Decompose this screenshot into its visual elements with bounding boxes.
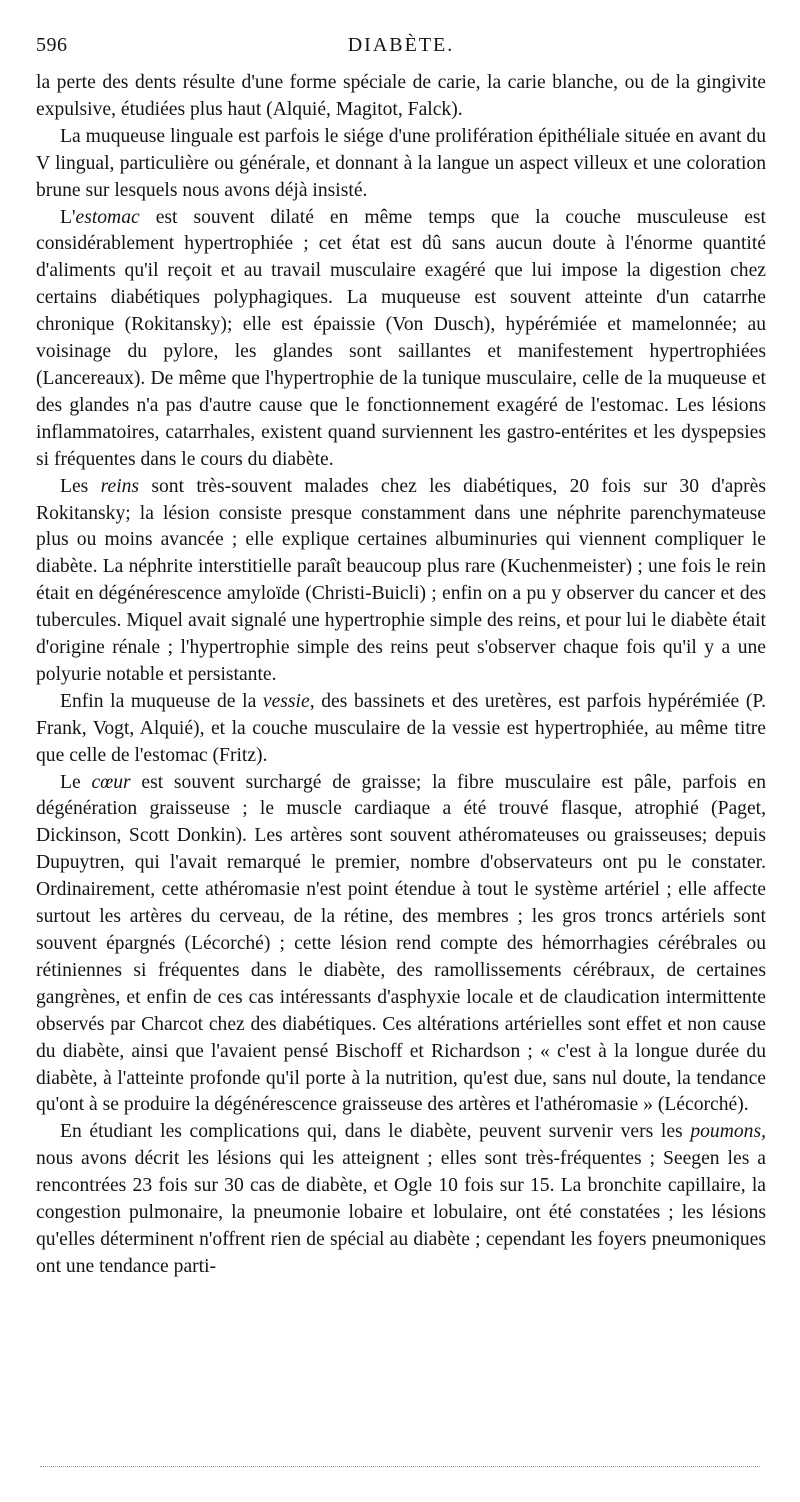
text-run: nous avons décrit les lésions qui les atteignent ; elles sont très-fréquentes ; Seegen les a rencontrées 23 fois sur 30 cas de diabète, et Ogle 10 fois sur 15. La bronchite capillaire, la congestion pulmonaire, la pneumonie lobaire et lobulaire, ont été constatées ; les lésions qu'elles déterminent n'offrent rien de spécial au diabète ; cependant les foyers pneumoniques ont une tendance parti-	[36, 1148, 766, 1277]
italic-term: cœur	[91, 771, 131, 793]
paragraph	[36, 124, 766, 205]
paragraph	[36, 70, 766, 124]
italic-term: estomac	[75, 206, 140, 228]
paragraph	[36, 689, 766, 770]
text-run: La muqueuse linguale est parfois le siége d'une prolifération épithéliale située en avant du V lingual, particulière ou générale, et donnant à la langue un aspect villeux et une coloration brune sur lesquels nous avons déjà insisté.	[36, 125, 766, 201]
italic-term: vessie,	[262, 690, 315, 712]
paragraph	[36, 770, 766, 1120]
footer-rule	[40, 1466, 760, 1467]
body-text	[36, 70, 766, 1281]
paragraph	[36, 205, 766, 474]
text-run: En étudiant les complications qui, dans le diabète, peuvent survenir vers les	[60, 1121, 691, 1143]
text-run: sont très-souvent malades chez les diabétiques, 20 fois sur 30 d'après Rokitansky; la lésion consiste presque constamment dans une néphrite parenchymateuse plus ou moins avancée ; elle explique certaines albuminuries qui viennent compliquer le diabète. La néphrite interstitielle paraît beaucoup plus rare (Kuchenmeister) ; une fois le rein était en dégénérescence amyloïde (Christi-Buicli) ; enfin on a pu y observer du cancer et des tubercules. Miquel avait signalé une hypertrophie simple des reins, et pour lui le diabète était d'origine rénale ; l'hypertrophie simple des reins peut s'observer chaque fois qu'il y a une polyurie notable et persistante.	[36, 475, 766, 685]
italic-term: reins	[100, 475, 140, 497]
text-run: est souvent dilaté en même temps que la couche musculeuse est considérablement hypertrophiée ; cet état est dû sans aucun doute à l'énorme quantité d'aliments qu'il reçoit et au travail musculaire exagéré que lui impose la digestion chez certains diabétiques polyphagiques. La muqueuse est souvent atteinte d'un catarrhe chronique (Rokitansky); elle est épaissie (Von Dusch), hypérémiée et mamelonnée; au voisinage du pylore, les glandes sont saillantes et manifestement hypertrophiées (Lancereaux). De même que l'hypertrophie de la tunique musculaire, celle de la muqueuse et des glandes n'a pas d'autre cause que le fonctionnement exagéré de l'estomac. Les lésions inflammatoires, catarrhales, existent quand surviennent les gastro-entérites et les dyspepsies si fréquentes dans le cours du diabète.	[36, 206, 766, 470]
text-run: L'	[60, 206, 76, 228]
paragraph	[36, 474, 766, 689]
text-run: des bassinets et des uretères, est parfois hypérémiée (P. Frank, Vogt, Alquié), et la couche musculaire de la vessie est hypertrophiée, au même titre que celle de l'estomac (Fritz).	[36, 690, 766, 766]
text-run: Enfin la muqueuse de la	[60, 690, 263, 712]
running-title: DIABÈTE.	[347, 34, 455, 56]
italic-term: poumons,	[690, 1121, 766, 1143]
paragraph	[36, 1119, 766, 1280]
running-head	[36, 34, 766, 58]
page-number: 596	[36, 34, 68, 56]
text-run: Le	[60, 771, 92, 793]
text-run: est souvent surchargé de graisse; la fibre musculaire est pâle, parfois en dégénération graisseuse ; le muscle cardiaque a été trouvé flasque, atrophié (Paget, Dickinson, Scott Donkin). Les artères sont souvent athéromateuses ou graisseuses; depuis Dupuytren, qui l'avait remarqué le premier, nombre d'observateurs ont pu le constater. Ordinairement, cette athéromasie n'est point étendue à tout le système artériel ; elle affecte surtout les artères du cerveau, de la rétine, des membres ; les gros troncs artériels sont souvent épargnés (Lécorché) ; cette lésion rend compte des hémorrhagies cérébrales ou rétiniennes si fréquentes dans le diabète, des ramollissements cérébraux, de certaines gangrènes, et enfin de ces cas intéressants d'asphyxie locale et de claudication intermittente observés par Charcot chez des diabétiques. Ces altérations artérielles sont effet et non cause du diabète, ainsi que l'avaient pensé Bischoff et Richardson ; « c'est à la longue durée du diabète, à l'atteinte profonde qu'il porte à la nutrition, qu'est due, sans nul doute, la tendance qu'ont à se produire la dégénérescence graisseuse des artères et l'athéromasie » (Lécorché).	[36, 771, 766, 1116]
text-run: Les	[60, 475, 101, 497]
text-run: la perte des dents résulte d'une forme spéciale de carie, la carie blanche, ou de la gingivite expulsive, étudiées plus haut (Alquié, Magitot, Falck).	[36, 72, 766, 120]
